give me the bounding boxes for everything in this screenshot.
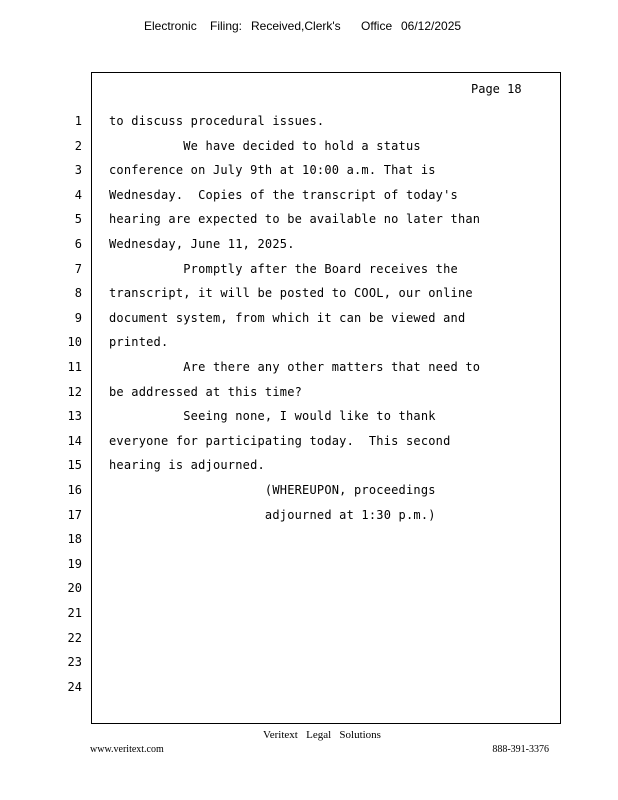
line-number: 19 — [67, 557, 82, 571]
filing-stamp-filing: Filing: — [210, 19, 243, 33]
transcript-line: to discuss procedural issues. — [109, 114, 325, 128]
transcript-line: conference on July 9th at 10:00 a.m. That is — [109, 163, 436, 177]
transcript-line: adjourned at 1:30 p.m.) — [109, 508, 436, 522]
line-number: 8 — [74, 286, 82, 300]
transcript-line: (WHEREUPON, proceedings — [109, 483, 436, 497]
line-number: 3 — [74, 163, 82, 177]
transcript-line: transcript, it will be posted to COOL, our online — [109, 286, 473, 300]
line-number: 12 — [67, 385, 82, 399]
footer-website: www.veritext.com — [90, 744, 164, 755]
filing-stamp-date: 06/12/2025 — [401, 19, 462, 33]
page-number: Page 18 — [471, 82, 522, 96]
line-number: 9 — [74, 311, 82, 325]
line-number: 10 — [67, 335, 82, 349]
line-number: 15 — [67, 458, 82, 472]
line-number: 11 — [67, 360, 82, 374]
line-number: 2 — [74, 139, 82, 153]
transcript-line: everyone for participating today. This second — [109, 434, 451, 448]
filing-stamp-electronic: Electronic — [144, 19, 197, 33]
transcript-line: Wednesday, June 11, 2025. — [109, 237, 295, 251]
line-number: 4 — [74, 188, 82, 202]
transcript-line: printed. — [109, 335, 169, 349]
line-number: 20 — [67, 581, 82, 595]
line-number: 17 — [67, 508, 82, 522]
transcript-line: hearing is adjourned. — [109, 458, 265, 472]
line-number: 22 — [67, 631, 82, 645]
line-number: 14 — [67, 434, 82, 448]
line-number: 1 — [74, 114, 82, 128]
transcript-line: Are there any other matters that need to — [109, 360, 481, 374]
line-number: 24 — [67, 680, 82, 694]
filing-stamp-received: Received,Clerk's — [251, 19, 341, 33]
line-number: 21 — [67, 606, 82, 620]
transcript-line: Promptly after the Board receives the — [109, 262, 458, 276]
footer-phone: 888-391-3376 — [492, 744, 549, 755]
footer-company: Veritext Legal Solutions — [263, 729, 381, 741]
transcript-line: Seeing none, I would like to thank — [109, 409, 436, 423]
line-number: 6 — [74, 237, 82, 251]
line-number: 7 — [74, 262, 82, 276]
filing-stamp-office: Office — [361, 19, 393, 33]
line-number: 18 — [67, 532, 82, 546]
transcript-line: We have decided to hold a status — [109, 139, 421, 153]
line-number: 23 — [67, 655, 82, 669]
transcript-line: hearing are expected to be available no later than — [109, 212, 481, 226]
line-number: 16 — [67, 483, 82, 497]
transcript-line: document system, from which it can be viewed and — [109, 311, 466, 325]
transcript-line: Wednesday. Copies of the transcript of today's — [109, 188, 458, 202]
transcript-line: be addressed at this time? — [109, 385, 303, 399]
line-number: 13 — [67, 409, 82, 423]
line-number: 5 — [74, 212, 82, 226]
